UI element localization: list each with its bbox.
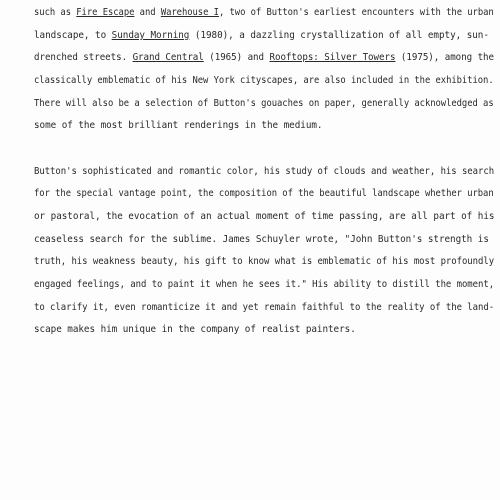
artwork-title: Fire Escape [76,7,135,18]
text-segment: some of the most brilliant renderings in the medium. [34,120,323,131]
text-line [34,75,494,87]
text-segment: Button's sophisticated and romantic color, his study of clouds and weather, his search [34,166,495,177]
text-segment: ceaseless search for the sublime. James Schuyler wrote, "John Button's strength is [34,234,489,245]
text-line [34,302,494,314]
text-line [34,188,494,200]
text-line [34,256,494,268]
text-segment: for the special vantage point, the composition of the beautiful landscape whether urban [34,188,494,199]
text-segment: classically emblematic of his New York cityscapes, are also included in the exhibition. [34,75,494,86]
text-segment: (1975), among the [395,52,495,63]
text-segment: (1965) and [203,52,270,63]
text-line [34,234,489,246]
text-segment: There will also be a selection of Button's gouaches on paper, generally acknowledged as [34,98,494,109]
artwork-title: Sunday Morning [111,30,190,41]
artwork-title: Grand Central [132,52,204,63]
text-line [34,324,356,336]
text-line [34,120,322,132]
text-segment: truth, his weakness beauty, his gift to know what is emblematic of his most profoundly [34,256,495,267]
text-segment: or pastoral, the evocation of an actual moment of time passing, are all part of his [34,211,495,222]
text-segment: landscape, to [34,30,112,41]
text-line [34,279,494,291]
text-line [34,98,494,110]
artwork-title: Rooftops: Silver Towers [269,52,396,63]
text-segment: to clarify it, even romanticize it and yet remain faithful to the reality of the land- [34,302,495,313]
text-segment: (1980), a dazzling crystallization of all empty, sun- [189,30,489,41]
text-segment: drenched streets. [34,52,133,63]
text-line [34,30,489,42]
text-segment: and [134,7,161,18]
artwork-title: Warehouse I [160,7,219,18]
text-segment: scape makes him unique in the company of realist painters. [34,324,356,335]
text-line [34,7,494,19]
text-line [34,166,494,178]
text-line [34,52,494,64]
text-line [34,211,494,223]
text-segment: , two of Button's earliest encounters with the urban [218,7,494,18]
text-segment: engaged feelings, and to paint it when he sees it." His ability to distill the moment, [34,279,495,290]
text-segment: such as [34,7,77,18]
